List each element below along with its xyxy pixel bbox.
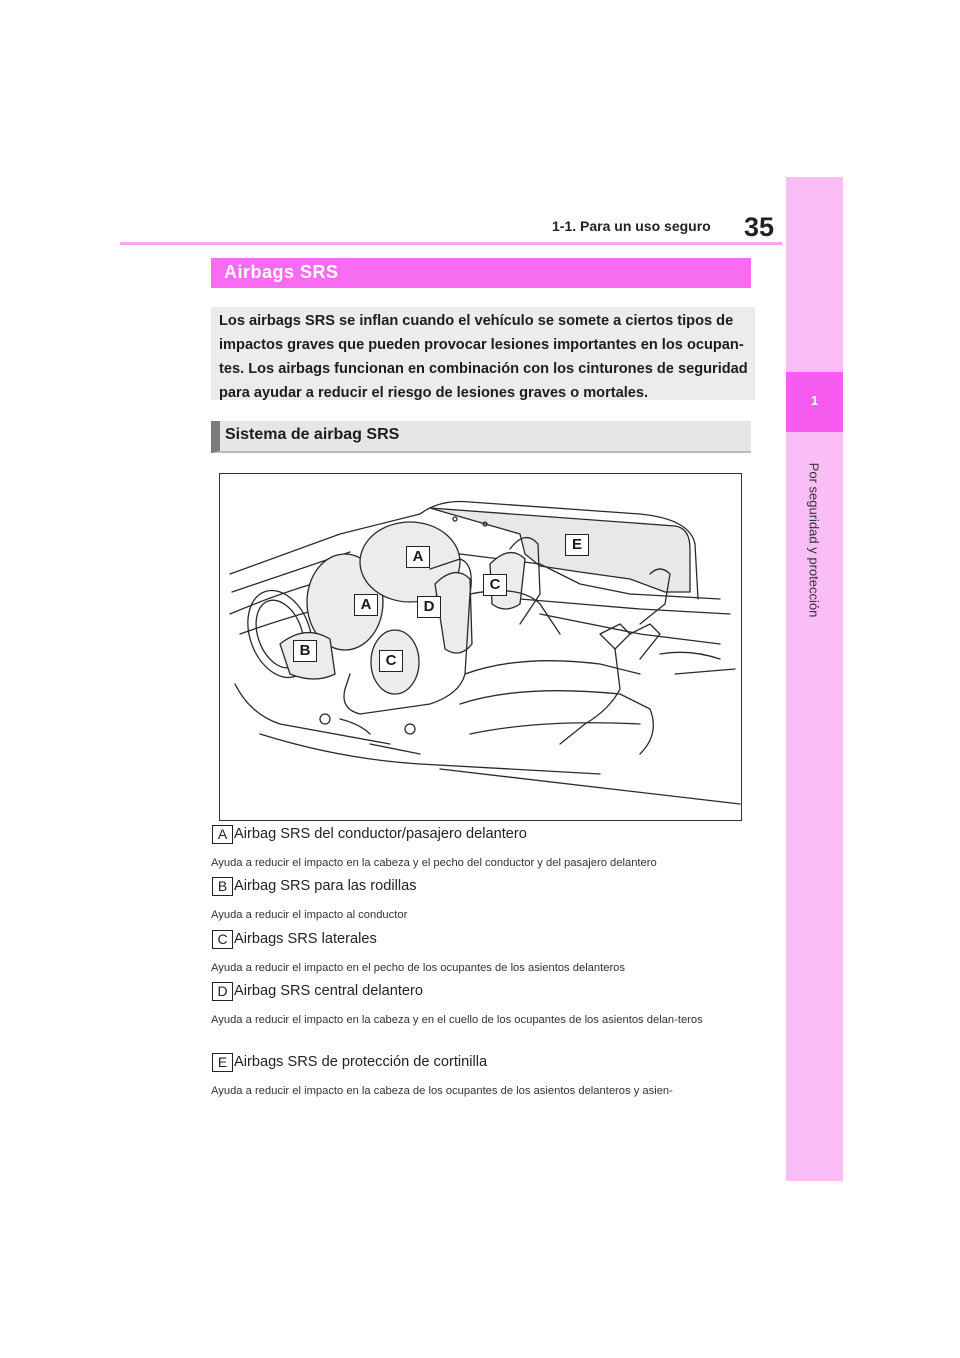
legend-description: Ayuda a reducir el impacto en el pecho de los ocupantes de los asientos delanteros	[211, 962, 625, 974]
intro-text: Los airbags SRS se inflan cuando el vehículo se somete a ciertos tipos de impactos graves que pueden provocar lesiones importantes en los ocupan-tes. Los airbags funcionan en combinación con los cinturones de seguridad para ayudar a reducir el riesgo de lesiones graves o mortales.	[219, 313, 748, 401]
legend-title: Airbag SRS para las rodillas	[234, 878, 417, 894]
side-tab-chapter-number: 1	[810, 393, 819, 408]
main-heading-text: Airbags SRS	[224, 262, 339, 282]
section-reference: 1-1. Para un uso seguro	[552, 218, 711, 234]
legend-letter: A	[212, 825, 233, 844]
callout-d-center: D	[417, 596, 441, 618]
legend-title: Airbag SRS central delantero	[234, 983, 424, 999]
callout-c-passenger-side: C	[483, 574, 507, 596]
legend-description: Ayuda a reducir el impacto en la cabeza de los ocupantes de los asientos delanteros y asien-	[211, 1085, 673, 1097]
legend-description: Ayuda a reducir el impacto en la cabeza y el pecho del conductor y del pasajero delantero	[211, 857, 657, 869]
legend-title: Airbag SRS del conductor/pasajero delantero	[234, 826, 527, 842]
callout-b-knee: B	[293, 640, 317, 662]
legend-letter: B	[212, 877, 233, 896]
legend-title: Airbags SRS de protección de cortinilla	[234, 1054, 488, 1070]
sub-heading	[211, 421, 751, 453]
legend-description: Ayuda a reducir el impacto al conductor	[211, 909, 408, 921]
legend-description: Ayuda a reducir el impacto en la cabeza y en el cuello de los ocupantes de los asientos delan-teros	[211, 1014, 703, 1026]
legend-letter: E	[212, 1053, 233, 1072]
callout-a-driver: A	[354, 594, 378, 616]
header-rule	[120, 242, 782, 245]
legend-letter: D	[212, 982, 233, 1001]
main-heading	[211, 258, 751, 288]
airbag-illustration	[219, 473, 742, 821]
callout-a-passenger: A	[406, 546, 430, 568]
side-tab-label: Por seguridad y protección	[806, 462, 822, 618]
callout-c-driver-side: C	[379, 650, 403, 672]
legend-letter: C	[212, 930, 233, 949]
legend-title: Airbags SRS laterales	[234, 931, 377, 947]
callout-e-curtain: E	[565, 534, 589, 556]
side-tab	[786, 177, 843, 1181]
sub-heading-text: Sistema de airbag SRS	[225, 426, 400, 443]
page-number: 35	[744, 212, 775, 242]
intro-box	[211, 307, 755, 400]
